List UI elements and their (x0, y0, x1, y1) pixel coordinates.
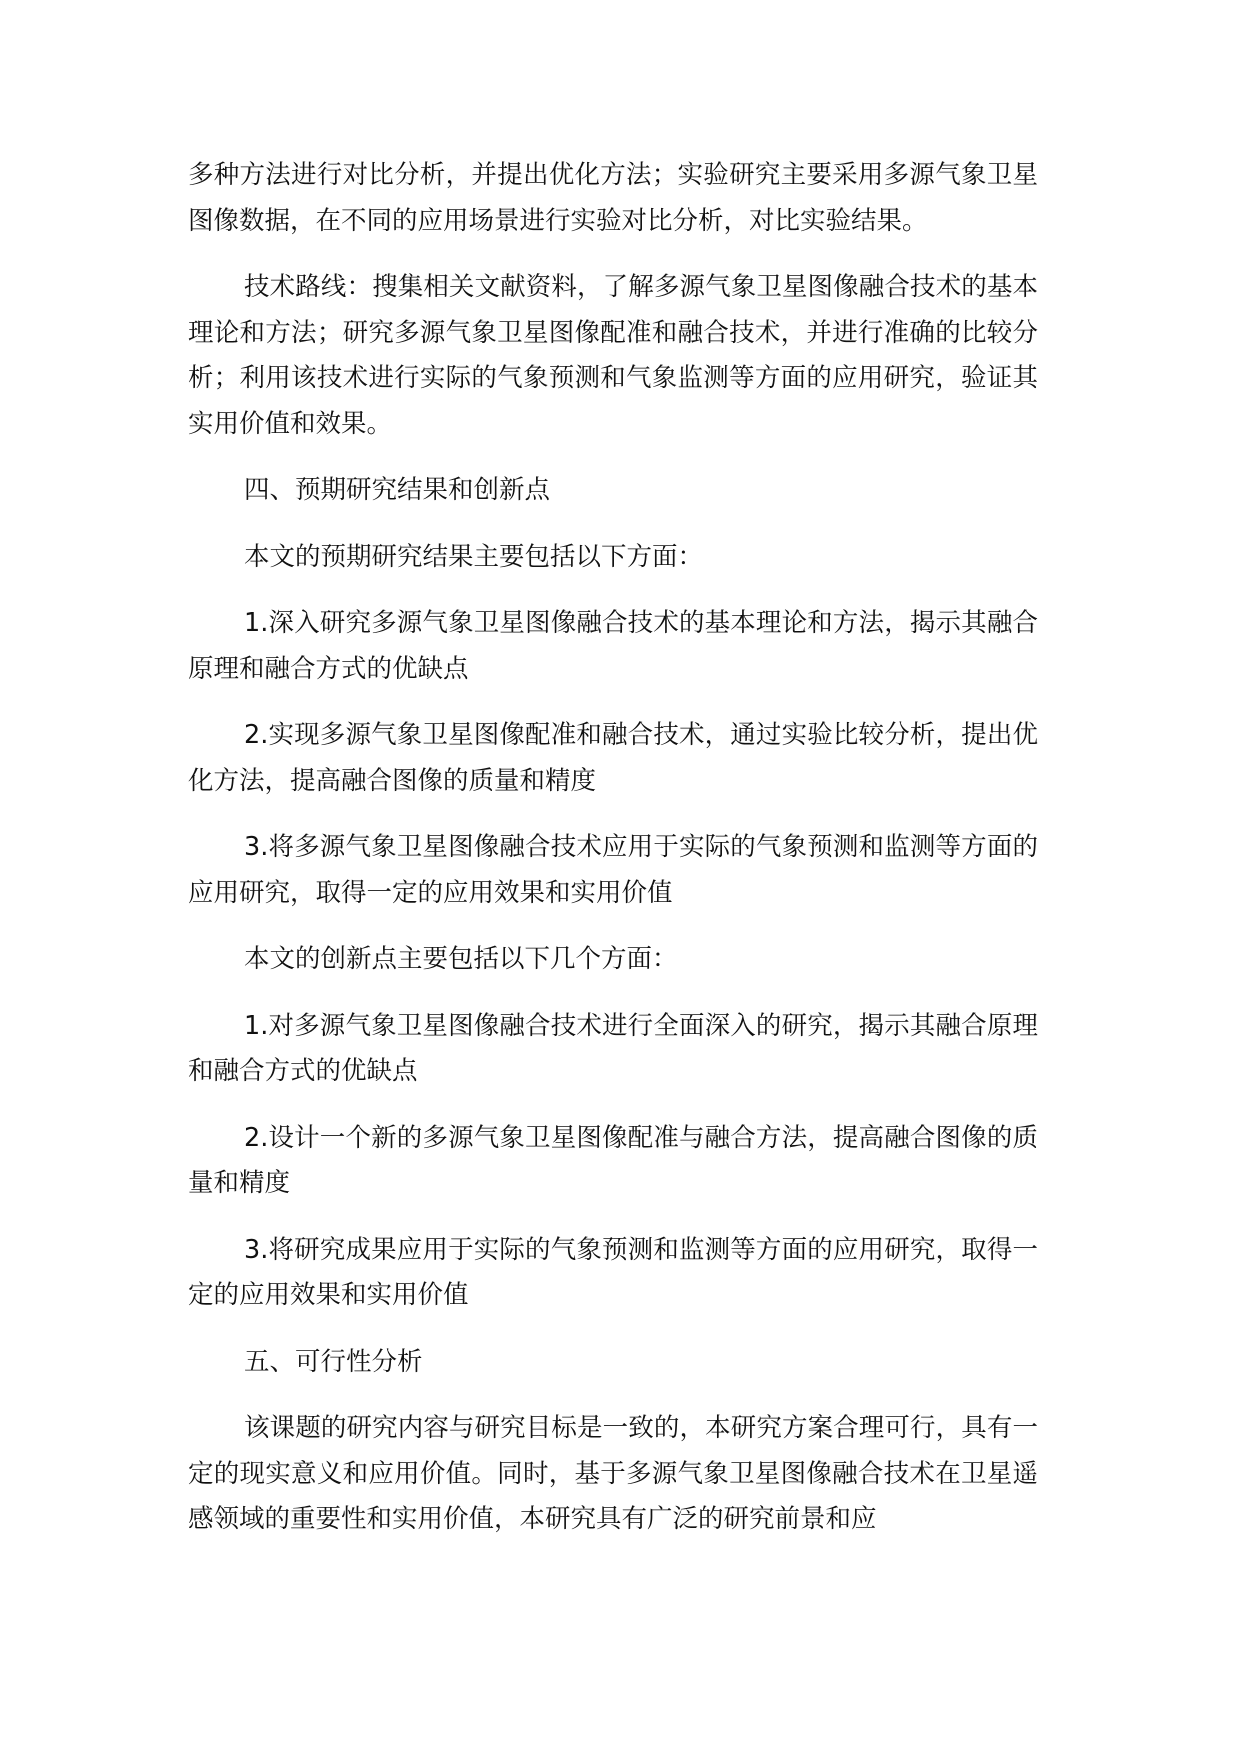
list-item-expected-result-1: 1.深入研究多源气象卫星图像融合技术的基本理论和方法，揭示其融合原理和融合方式的优缺点 (188, 608, 1038, 684)
document-body (188, 153, 1038, 1564)
list-item-expected-result-2: 2.实现多源气象卫星图像配准和融合技术，通过实验比较分析，提出优化方法，提高融合图像的质量和精度 (188, 720, 1038, 796)
list-item-innovation-2: 2.设计一个新的多源气象卫星图像配准与融合方法，提高融合图像的质量和精度 (188, 1122, 1038, 1198)
list-item-innovation-1: 1.对多源气象卫星图像融合技术进行全面深入的研究，揭示其融合原理和融合方式的优缺点 (188, 1010, 1038, 1086)
list-item-expected-result-3: 3.将多源气象卫星图像融合技术应用于实际的气象预测和监测等方面的应用研究，取得一定的应用效果和实用价值 (188, 832, 1038, 908)
paragraph-method-continuation: 多种方法进行对比分析，并提出优化方法；实验研究主要采用多源气象卫星图像数据，在不同的应用场景进行实验对比分析，对比实验结果。 (188, 160, 1038, 236)
paragraph-innovation-intro: 本文的创新点主要包括以下几个方面： (244, 944, 678, 974)
paragraph-feasibility: 该课题的研究内容与研究目标是一致的，本研究方案合理可行，具有一定的现实意义和应用价值。同时，基于多源气象卫星图像融合技术在卫星遥感领域的重要性和实用价值，本研究具有广泛的研究前景和应 (188, 1413, 1038, 1534)
paragraph-technical-route: 技术路线：搜集相关文献资料，了解多源气象卫星图像融合技术的基本理论和方法；研究多源气象卫星图像配准和融合技术，并进行准确的比较分析；利用该技术进行实际的气象预测和气象监测等方面的应用研究，验证其实用价值和效果。 (188, 272, 1038, 439)
section-heading-expected-results: 四、预期研究结果和创新点 (244, 475, 551, 505)
list-item-innovation-3: 3.将研究成果应用于实际的气象预测和监测等方面的应用研究，取得一定的应用效果和实用价值 (188, 1234, 1038, 1310)
section-heading-feasibility: 五、可行性分析 (244, 1346, 423, 1377)
paragraph-expected-results-intro: 本文的预期研究结果主要包括以下方面： (244, 541, 704, 572)
